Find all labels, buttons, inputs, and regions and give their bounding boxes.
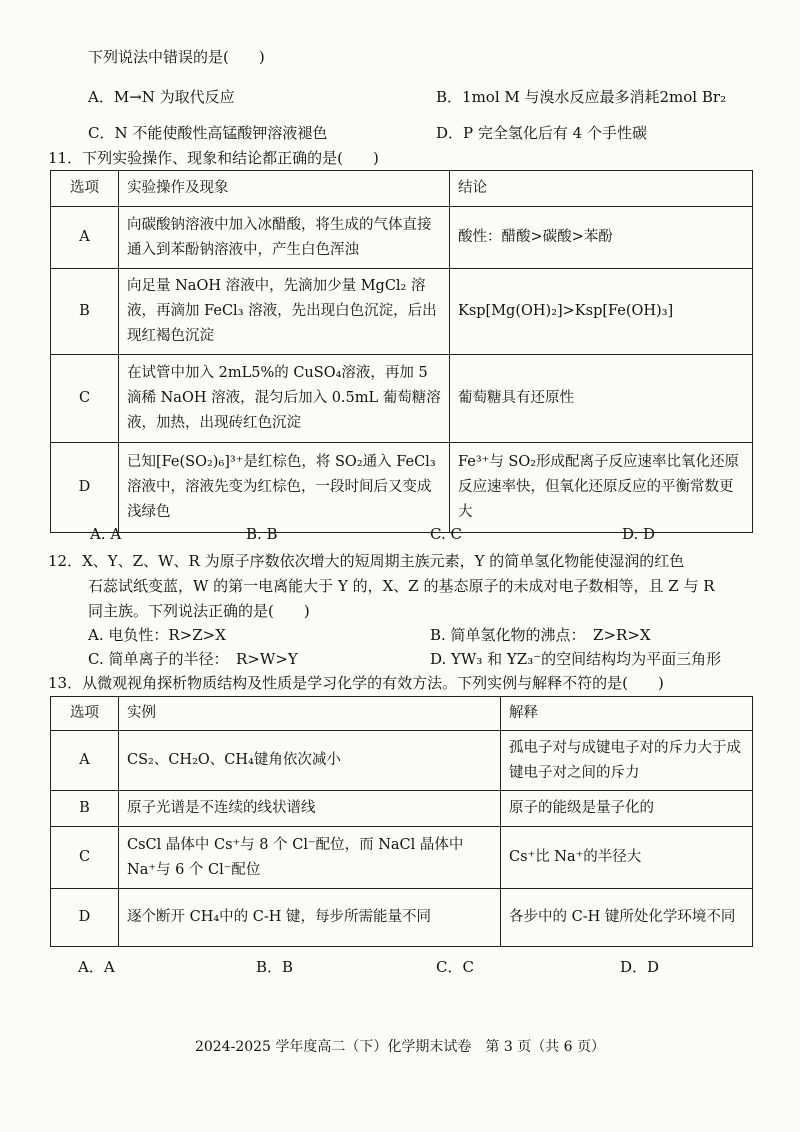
q13-row-d-example: 逐个断开 CH₄中的 C-H 键，每步所需能量不同 (119, 889, 501, 947)
q11-row-b-conclusion: Ksp[Mg(OH)₂]>Ksp[Fe(OH)₃] (450, 269, 753, 355)
q11-table (50, 170, 753, 533)
q13-answer-b: B．B (256, 958, 294, 976)
q11-row-c-option: C (51, 355, 119, 443)
q11-row-d (51, 443, 753, 533)
q13-row-a-option: A (51, 731, 119, 791)
q12-option-c: C. 简单离子的半径： R>W>Y (88, 650, 298, 668)
q11-answer-b: B. B (246, 525, 278, 543)
q11-row-b-operation: 向足量 NaOH 溶液中，先滴加少量 MgCl₂ 溶液，再滴加 FeCl₃ 溶液，先出现白色沉淀，后出现红褐色沉淀 (119, 269, 450, 355)
q13-row-c-explanation: Cs⁺比 Na⁺的半径大 (501, 827, 753, 889)
q13-row-b-explanation: 原子的能级是量子化的 (501, 791, 753, 827)
q12-option-b: B. 简单氢化物的沸点： Z>R>X (430, 626, 651, 644)
q11-stem: 11．下列实验操作、现象和结论都正确的是( ) (48, 149, 379, 167)
q11-row-a-conclusion: 酸性：醋酸>碳酸>苯酚 (450, 207, 753, 269)
q13-row-a (51, 731, 753, 791)
q11-answer-a: A. A (90, 525, 122, 543)
q11-row-a-operation: 向碳酸钠溶液中加入冰醋酸，将生成的气体直接通入到苯酚钠溶液中，产生白色浑浊 (119, 207, 450, 269)
q12-option-a: A. 电负性：R>Z>X (88, 626, 226, 644)
q11-answer-c: C. C (430, 525, 462, 543)
q11-row-d-operation: 已知[Fe(SO₂)₆]³⁺是红棕色，将 SO₂通入 FeCl₃ 溶液中，溶液先变为红棕色，一段时间后又变成浅绿色 (119, 443, 450, 533)
q13-row-c-example: CsCl 晶体中 Cs⁺与 8 个 Cl⁻配位，而 NaCl 晶体中 Na⁺与 6 个 Cl⁻配位 (119, 827, 501, 889)
q11-row-a (51, 207, 753, 269)
q11-row-c-operation: 在试管中加入 2mL5%的 CuSO₄溶液，再加 5 滴稀 NaOH 溶液，混匀后加入 0.5mL 葡萄糖溶液，加热，出现砖红色沉淀 (119, 355, 450, 443)
q12-stem-line1: 12．X、Y、Z、W、R 为原子序数依次增大的短周期主族元素，Y 的简单氢化物能使湿润的红色 (48, 552, 685, 570)
q11-row-b-option: B (51, 269, 119, 355)
q13-row-a-example: CS₂、CH₂O、CH₄键角依次减小 (119, 731, 501, 791)
q13-row-b-option: B (51, 791, 119, 827)
q13-row-b-example: 原子光谱是不连续的线状谱线 (119, 791, 501, 827)
q10-option-d: D．P 完全氢化后有 4 个手性碳 (436, 124, 647, 142)
q13-stem: 13．从微观视角探析物质结构及性质是学习化学的有效方法。下列实例与解释不符的是( ) (48, 674, 664, 692)
q13-header-option: 选项 (51, 697, 119, 731)
q13-table (50, 696, 753, 947)
q11-header-row (51, 171, 753, 207)
page-footer: 2024-2025 学年度高二（下）化学期末试卷 第 3 页（共 6 页） (194, 1039, 606, 1055)
q11-answer-d: D. D (622, 525, 656, 543)
q11-row-c-conclusion: 葡萄糖具有还原性 (450, 355, 753, 443)
q13-row-a-explanation: 孤电子对与成键电子对的斥力大于成键电子对之间的斥力 (501, 731, 753, 791)
q10-option-a: A．M→N 为取代反应 (88, 88, 235, 106)
q13-answer-a: A．A (78, 958, 115, 976)
q11-row-b (51, 269, 753, 355)
q13-row-d-explanation: 各步中的 C-H 键所处化学环境不同 (501, 889, 753, 947)
q13-row-d-option: D (51, 889, 119, 947)
q11-row-c (51, 355, 753, 443)
q12-option-d: D. YW₃ 和 YZ₃⁻的空间结构均为平面三角形 (430, 650, 722, 668)
q10-option-b: B．1mol M 与溴水反应最多消耗2mol Br₂ (436, 88, 727, 106)
q13-row-c-option: C (51, 827, 119, 889)
q10-option-c: C．N 不能使酸性高锰酸钾溶液褪色 (88, 124, 328, 142)
q13-answer-c: C．C (436, 958, 474, 976)
q12-stem-line3: 同主族。下列说法正确的是( ) (88, 602, 310, 620)
q11-header-conclusion: 结论 (450, 171, 753, 207)
q13-header-explanation: 解释 (501, 697, 753, 731)
q13-header-example: 实例 (119, 697, 501, 731)
q13-header-row (51, 697, 753, 731)
q11-header-operation: 实验操作及现象 (119, 171, 450, 207)
q12-stem-line2: 石蕊试纸变蓝，W 的第一电离能大于 Y 的，X、Z 的基态原子的未成对电子数相等，且 Z 与 R (88, 577, 715, 595)
q13-answer-d: D．D (620, 958, 660, 976)
q13-row-d (51, 889, 753, 947)
q11-header-option: 选项 (51, 171, 119, 207)
q11-row-d-option: D (51, 443, 119, 533)
q11-row-a-option: A (51, 207, 119, 269)
q10-stem: 下列说法中错误的是( ) (88, 48, 265, 66)
q11-row-d-conclusion: Fe³⁺与 SO₂形成配离子反应速率比氧化还原反应速率快，但氧化还原反应的平衡常数更大 (450, 443, 753, 533)
q13-row-c (51, 827, 753, 889)
q13-row-b (51, 791, 753, 827)
